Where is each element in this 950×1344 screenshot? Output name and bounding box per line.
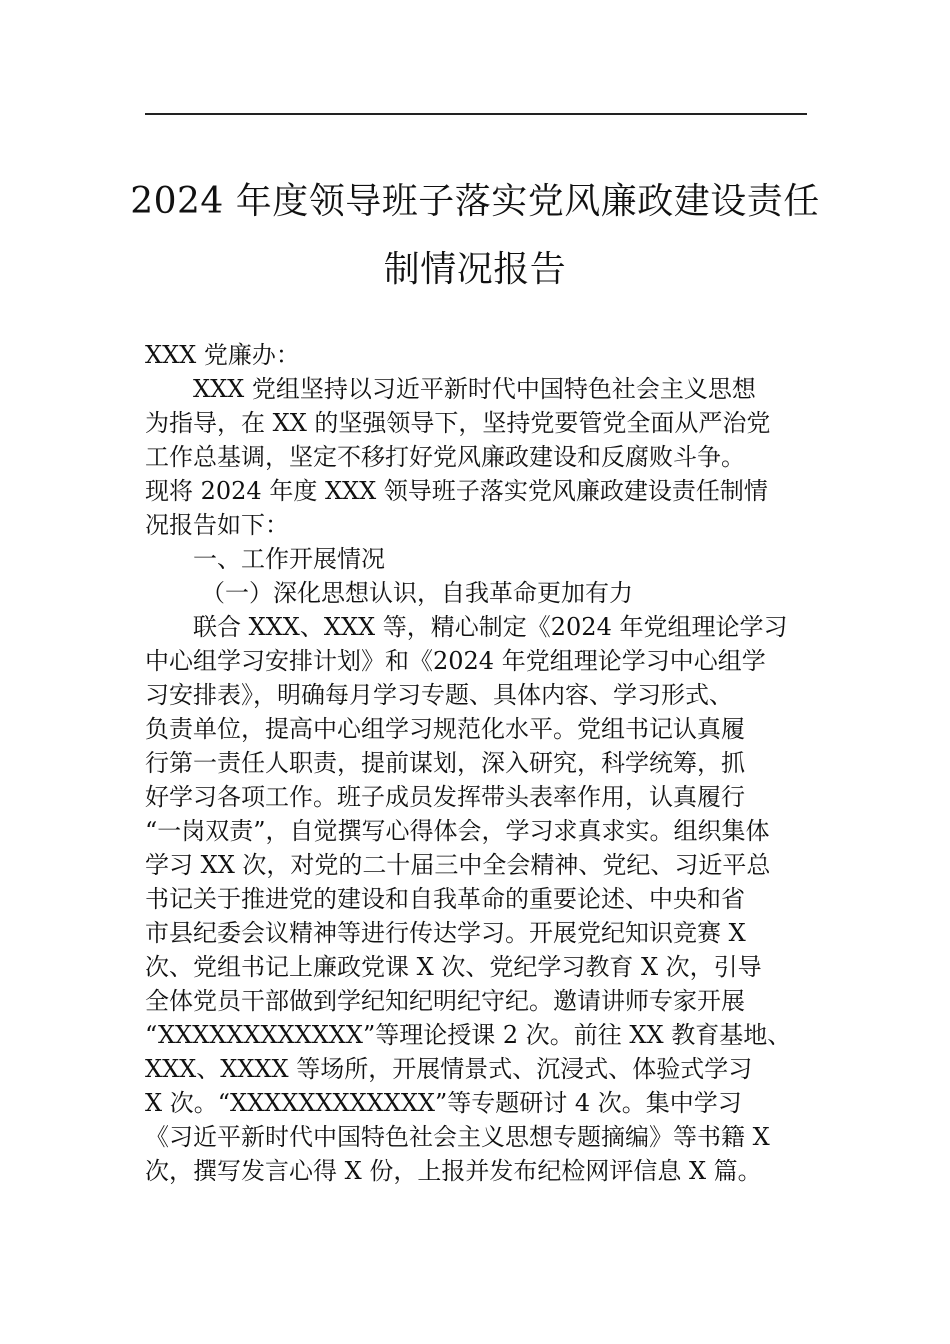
paragraph-line: XXX 党组坚持以习近平新时代中国特色社会主义思想 xyxy=(193,375,756,403)
paragraph-line: 中心组学习安排计划》和《2024 年党组理论学习中心组学 xyxy=(145,647,766,675)
paragraph-line: “XXXXXXXXXXXX”等理论授课 2 次。前往 XX 教育基地、 xyxy=(145,1021,792,1049)
paragraph-line: 全体党员干部做到学纪知纪明纪守纪。邀请讲师专家开展 xyxy=(145,987,745,1015)
section-heading: 一、工作开展情况 xyxy=(193,545,385,573)
paragraph-line: 《习近平新时代中国特色社会主义思想专题摘编》等书籍 X xyxy=(145,1123,770,1151)
paragraph-line: 学习 XX 次，对党的二十届三中全会精神、党纪、习近平总 xyxy=(145,851,771,879)
subsection-heading: （一）深化思想认识，自我革命更加有力 xyxy=(201,579,633,607)
paragraph-line: 现将 2024 年度 XXX 领导班子落实党风廉政建设责任制情 xyxy=(145,477,768,505)
paragraph-line: 次，撰写发言心得 X 份，上报并发布纪检网评信息 X 篇。 xyxy=(145,1157,762,1185)
paragraph-line: 为指导，在 XX 的坚强领导下，坚持党要管党全面从严治党 xyxy=(145,409,771,437)
paragraph-line: 联合 XXX、XXX 等，精心制定《2024 年党组理论学习 xyxy=(193,613,788,641)
paragraph-line: 况报告如下： xyxy=(145,511,289,539)
paragraph-line: 市县纪委会议精神等进行传达学习。开展党纪知识竞赛 X xyxy=(145,919,746,947)
document-body xyxy=(145,338,810,1188)
paragraph-line: X 次。“XXXXXXXXXXXX”等专题研讨 4 次。集中学习 xyxy=(145,1089,742,1117)
paragraph-line: 行第一责任人职责，提前谋划，深入研究，科学统筹，抓 xyxy=(145,749,745,777)
paragraph-line: 好学习各项工作。班子成员发挥带头表率作用，认真履行 xyxy=(145,783,745,811)
paragraph-line: 次、党组书记上廉政党课 X 次、党纪学习教育 X 次，引导 xyxy=(145,953,762,981)
paragraph-line: 书记关于推进党的建设和自我革命的重要论述、中央和省 xyxy=(145,885,745,913)
paragraph-line: 习安排表》，明确每月学习专题、具体内容、学习形式、 xyxy=(145,681,733,709)
paragraph-line: XXX、XXXX 等场所，开展情景式、沉浸式、体验式学习 xyxy=(145,1055,753,1083)
paragraph-line: “一岗双责”，自觉撰写心得体会，学习求真求实。组织集体 xyxy=(145,817,770,845)
document-title-line-1: 2024 年度领导班子落实党风廉政建设责任 xyxy=(130,181,820,222)
paragraph-line: 负责单位，提高中心组学习规范化水平。党组书记认真履 xyxy=(145,715,745,743)
document-title-line-2: 制情况报告 xyxy=(383,249,567,290)
paragraph-line: 工作总基调，坚定不移打好党风廉政建设和反腐败斗争。 xyxy=(145,443,745,471)
salutation: XXX 党廉办： xyxy=(145,341,300,369)
header-rule xyxy=(145,113,807,115)
